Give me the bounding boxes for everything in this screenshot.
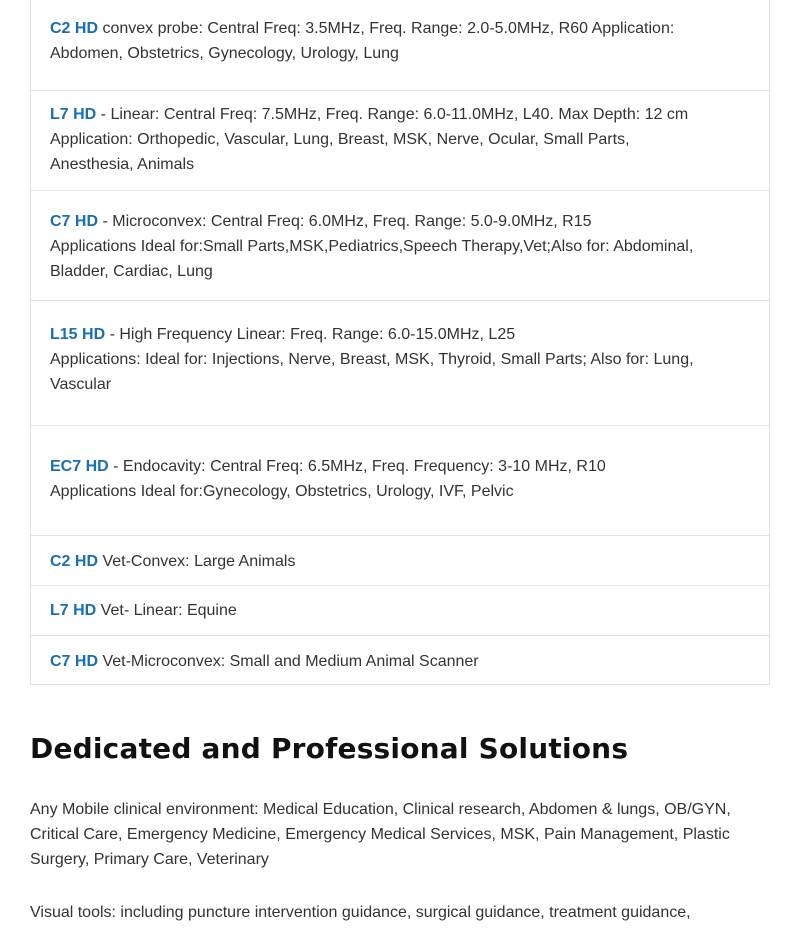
probe-line bbox=[50, 322, 749, 347]
probe-model: L7 HD bbox=[50, 602, 97, 619]
section-heading: Dedicated and Professional Solutions bbox=[30, 732, 629, 765]
probe-line bbox=[50, 102, 749, 127]
probe-model: C2 HD bbox=[50, 553, 99, 570]
probe-line bbox=[50, 454, 749, 479]
probe-line bbox=[50, 209, 749, 234]
probe-row-c7-hd bbox=[31, 190, 769, 300]
probe-line bbox=[50, 649, 749, 674]
probe-model: C2 HD bbox=[50, 20, 99, 37]
probe-row-l7-hd-vet bbox=[31, 585, 769, 635]
probe-spec-text: - Microconvex: Central Freq: 6.0MHz, Freq. Range: 5.0-9.0MHz, R15 bbox=[98, 213, 592, 230]
probe-model: L7 HD bbox=[50, 106, 97, 123]
probe-spec-table bbox=[30, 0, 770, 685]
paragraph-line: Any Mobile clinical environment: Medical Education, Clinical research, Abdomen & lungs, OB/GYN, bbox=[30, 801, 731, 818]
probe-row-c7-hd-vet bbox=[31, 635, 769, 684]
probe-model: L15 HD bbox=[50, 326, 106, 343]
probe-spec-text: Vet- Linear: Equine bbox=[96, 602, 237, 619]
probe-line: Vascular bbox=[50, 376, 112, 393]
probe-line: Anesthesia, Animals bbox=[50, 156, 195, 173]
probe-line: Applications: Ideal for: Injections, Nerve, Breast, MSK, Thyroid, Small Parts; Also for: Lung, bbox=[50, 351, 694, 368]
paragraph-line: Surgery, Primary Care, Veterinary bbox=[30, 851, 269, 868]
probe-line: Application: Orthopedic, Vascular, Lung, Breast, MSK, Nerve, Ocular, Small Parts, bbox=[50, 131, 630, 148]
probe-line bbox=[50, 598, 749, 623]
paragraph-line: Visual tools: including puncture intervention guidance, surgical guidance, treatment guidance, bbox=[30, 904, 691, 921]
probe-spec-text: Vet-Microconvex: Small and Medium Animal Scanner bbox=[98, 653, 479, 670]
clinical-environment-paragraph bbox=[30, 797, 775, 872]
probe-spec-text: - Endocavity: Central Freq: 6.5MHz, Freq. Frequency: 3-10 MHz, R10 bbox=[108, 458, 606, 475]
probe-row-c2-hd-vet bbox=[31, 535, 769, 585]
probe-line bbox=[50, 16, 749, 41]
probe-row-c2-hd bbox=[31, 0, 769, 90]
probe-row-l7-hd bbox=[31, 90, 769, 190]
probe-model: C7 HD bbox=[50, 653, 99, 670]
probe-line: Abdomen, Obstetrics, Gynecology, Urology, Lung bbox=[50, 45, 399, 62]
probe-spec-text: convex probe: Central Freq: 3.5MHz, Freq. Range: 2.0-5.0MHz, R60 Application: bbox=[98, 20, 675, 37]
probe-spec-text: - Linear: Central Freq: 7.5MHz, Freq. Range: 6.0-11.0MHz, L40. Max Depth: 12 cm bbox=[96, 106, 689, 123]
probe-row-ec7-hd bbox=[31, 425, 769, 535]
probe-model: C7 HD bbox=[50, 213, 99, 230]
probe-model: EC7 HD bbox=[50, 458, 109, 475]
probe-line: Bladder, Cardiac, Lung bbox=[50, 263, 213, 280]
probe-row-l15-hd bbox=[31, 300, 769, 425]
probe-spec-text: - High Frequency Linear: Freq. Range: 6.0-15.0MHz, L25 bbox=[105, 326, 516, 343]
probe-line: Applications Ideal for:Gynecology, Obstetrics, Urology, IVF, Pelvic bbox=[50, 483, 514, 500]
paragraph-line: Critical Care, Emergency Medicine, Emergency Medical Services, MSK, Pain Management, Plastic bbox=[30, 826, 730, 843]
probe-line: Applications Ideal for:Small Parts,MSK,Pediatrics,Speech Therapy,Vet;Also for: Abdominal, bbox=[50, 238, 694, 255]
probe-line bbox=[50, 549, 749, 574]
probe-spec-text: Vet-Convex: Large Animals bbox=[98, 553, 296, 570]
visual-tools-paragraph bbox=[30, 900, 775, 925]
